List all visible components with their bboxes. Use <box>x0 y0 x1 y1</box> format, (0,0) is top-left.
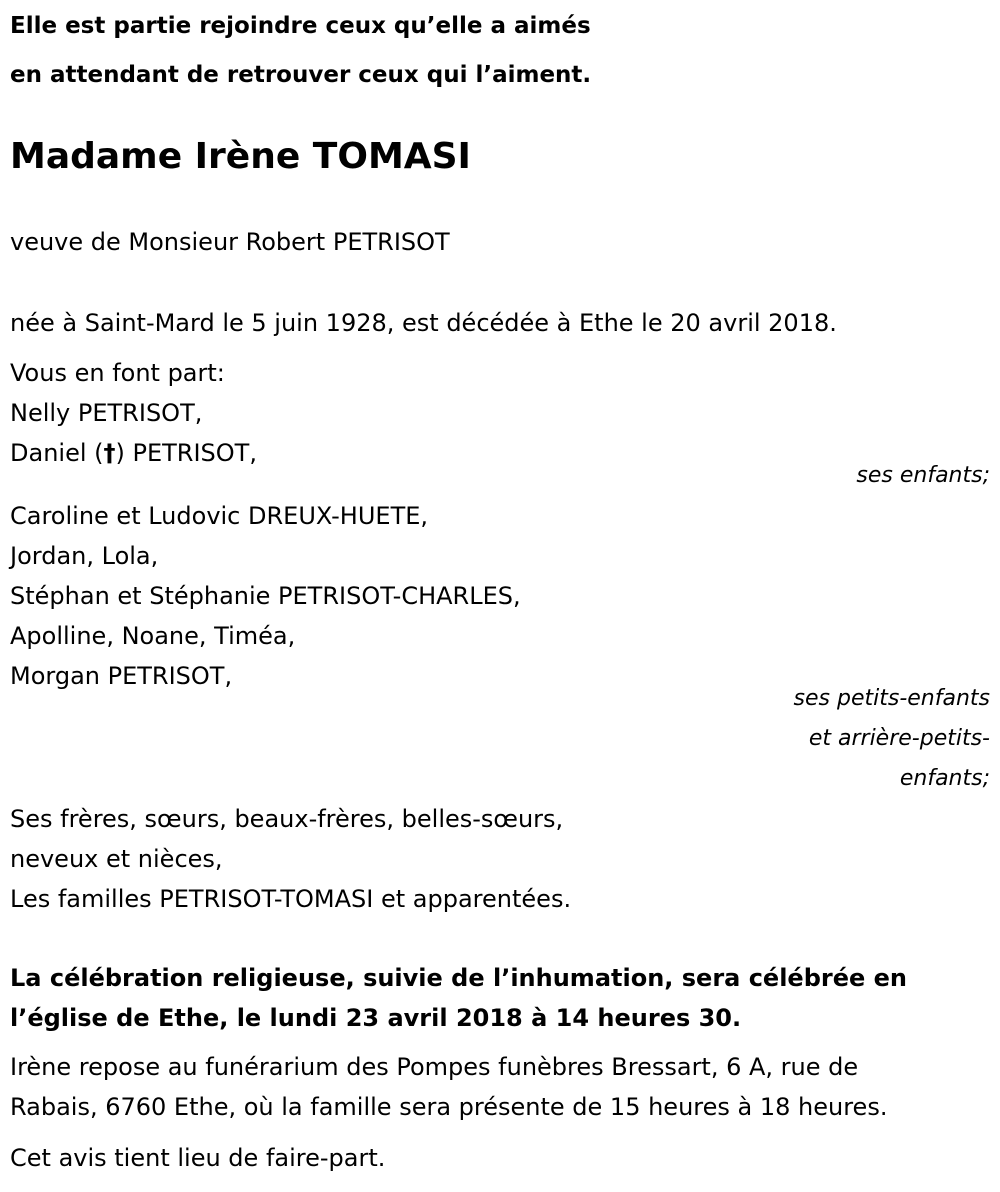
quote-line-1: Elle est partie rejoindre ceux qu’elle a aimés <box>10 13 591 39</box>
grandchild-name: Apolline, Noane, Timéa, <box>10 622 296 650</box>
rest-line: Irène repose au funérarium des Pompes funèbres Bressart, 6 A, rue de <box>10 1053 859 1081</box>
family-line: Ses frères, sœurs, beaux-frères, belles-sœurs, <box>10 805 564 833</box>
ceremony-section <box>10 958 990 1038</box>
child-name: Nelly PETRISOT, <box>10 399 203 427</box>
rest-line: Rabais, 6760 Ethe, où la famille sera présente de 15 heures à 18 heures. <box>10 1093 888 1121</box>
family-section <box>10 799 990 919</box>
widow-of: veuve de Monsieur Robert PETRISOT <box>10 228 450 256</box>
ceremony-line: l’église de Ethe, le lundi 23 avril 2018 à 14 heures 30. <box>10 1004 742 1032</box>
grandchildren-role-line: et arrière-petits- <box>808 726 990 751</box>
child-name-part: Daniel ( <box>10 439 104 467</box>
grandchild-name: Jordan, Lola, <box>10 542 159 570</box>
grandchildren-section <box>10 496 990 696</box>
grandchildren-role-line: enfants; <box>899 766 990 791</box>
grandchildren-role-line: ses petits-enfants <box>793 686 990 711</box>
quote-line-2: en attendant de retrouver ceux qui l’aiment. <box>10 62 592 88</box>
closing-note: Cet avis tient lieu de faire-part. <box>10 1144 386 1172</box>
announcement-intro: Vous en font part: <box>10 359 225 387</box>
rest-section <box>10 1047 990 1127</box>
grandchild-name: Stéphan et Stéphanie PETRISOT-CHARLES, <box>10 582 521 610</box>
children-section <box>10 353 990 473</box>
children-role: ses enfants; <box>856 463 990 488</box>
child-name-part: ) PETRISOT, <box>115 439 257 467</box>
cross-icon: † <box>103 439 116 467</box>
child-name <box>10 433 990 473</box>
grandchild-name: Morgan PETRISOT, <box>10 662 233 690</box>
grandchildren-role <box>794 679 990 799</box>
birth-death: née à Saint-Mard le 5 juin 1928, est décédée à Ethe le 20 avril 2018. <box>10 309 837 337</box>
deceased-name: Madame Irène TOMASI <box>10 136 471 177</box>
ceremony-line: La célébration religieuse, suivie de l’inhumation, sera célébrée en <box>10 964 907 992</box>
family-line: Les familles PETRISOT-TOMASI et apparentées. <box>10 885 572 913</box>
family-line: neveux et nièces, <box>10 845 223 873</box>
grandchild-name: Caroline et Ludovic DREUX-HUETE, <box>10 502 429 530</box>
